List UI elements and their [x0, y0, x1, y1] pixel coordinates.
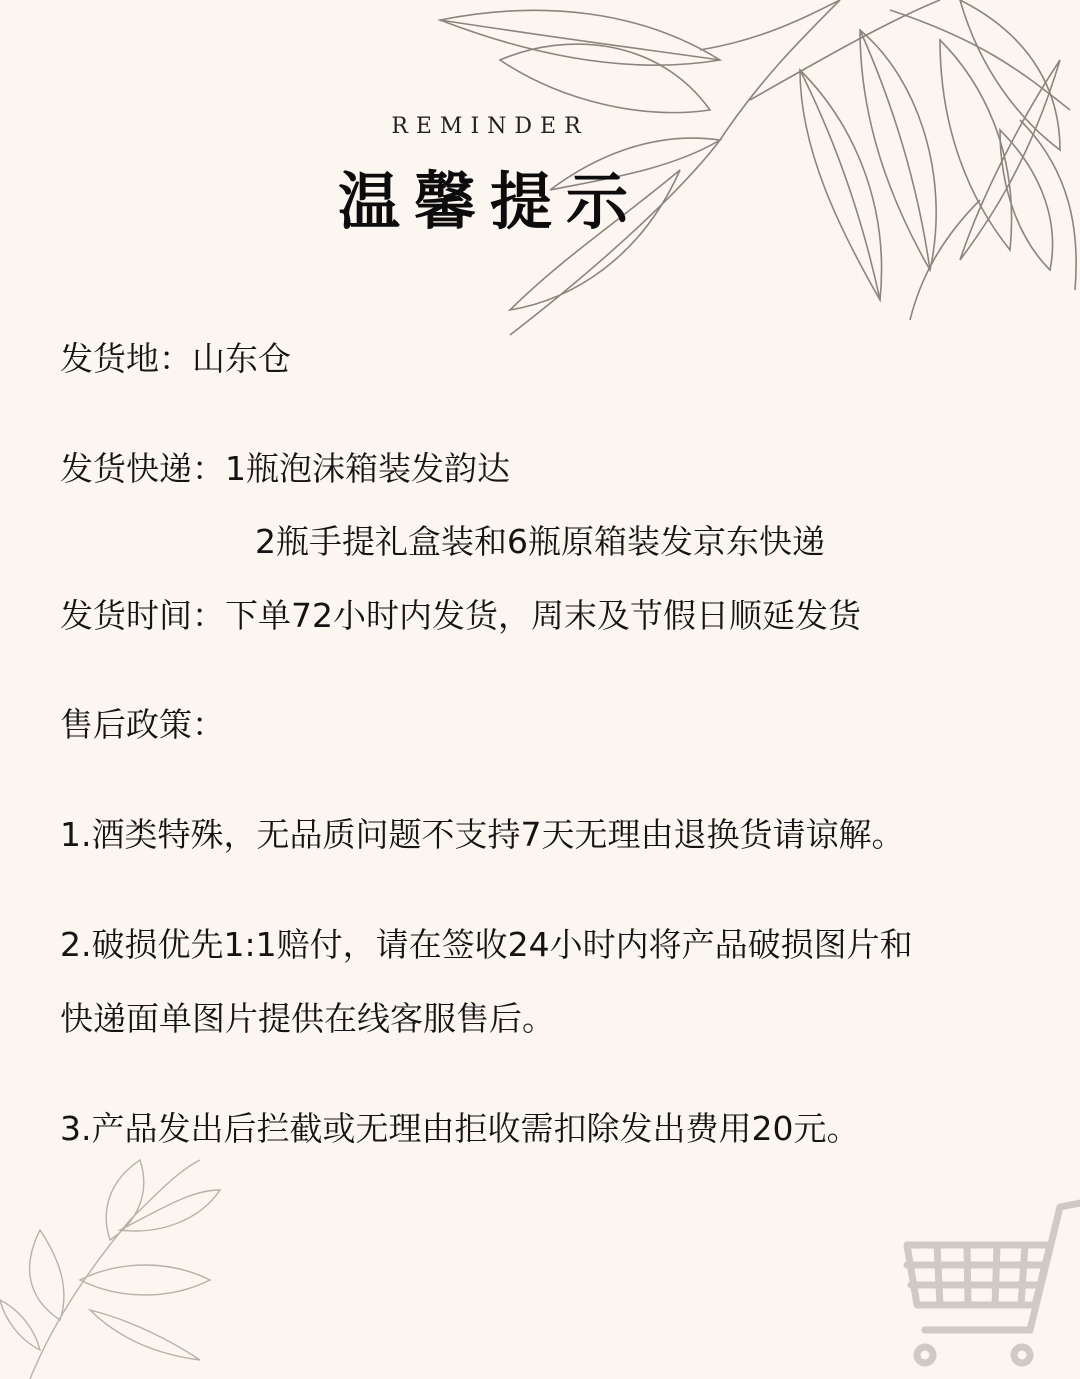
page-title: 温馨提示: [337, 165, 642, 238]
shipping-courier-line2: 2瓶手提礼盒装和6瓶原箱装发京东快递: [255, 522, 825, 561]
shipping-origin-label: 发货地：: [60, 339, 192, 378]
shipping-time-label: 发货时间：: [60, 596, 225, 635]
shipping-courier-line1: 1瓶泡沫箱装发韵达: [225, 449, 510, 488]
shipping-courier: [60, 447, 510, 491]
shopping-cart-icon: [895, 1195, 1080, 1370]
shipping-origin: [60, 337, 291, 381]
reminder-eyebrow: REMINDER: [391, 114, 589, 139]
leaf-sprig-icon: [0, 1150, 230, 1379]
shipping-time-value: 下单72小时内发货，周末及节假日顺延发货: [225, 596, 861, 635]
shipping-time: [60, 594, 861, 638]
policy-item-1: 1.酒类特殊，无品质问题不支持7天无理由退换货请谅解。: [60, 815, 905, 854]
policy-item-3: 3.产品发出后拦截或无理由拒收需扣除发出费用20元。: [60, 1109, 860, 1148]
policy-item-2-line2: 快递面单图片提供在线客服售后。: [60, 999, 555, 1038]
shipping-courier-label: 发货快递：: [60, 449, 225, 488]
policy-item-2-line1: 2.破损优先1:1赔付，请在签收24小时内将产品破损图片和: [60, 925, 913, 964]
shipping-origin-value: 山东仓: [192, 339, 291, 378]
policy-heading: 售后政策：: [60, 705, 225, 744]
